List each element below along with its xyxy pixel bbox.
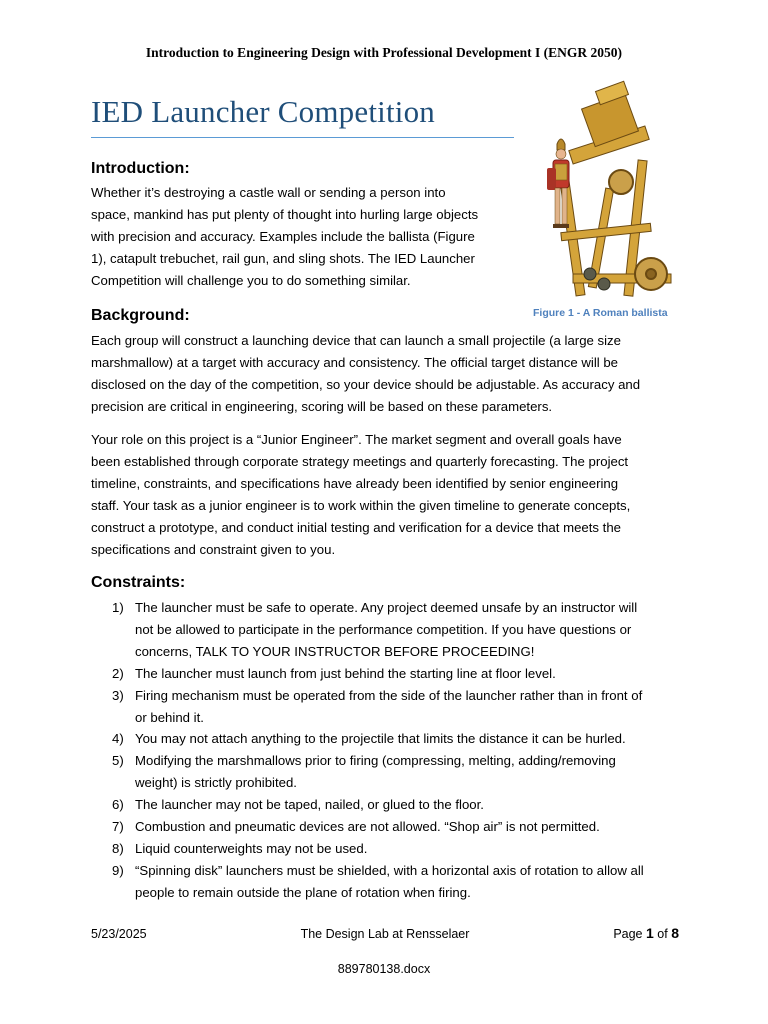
list-item-number: 2) [112,665,124,681]
list-item-number: 6) [112,797,124,813]
list-item-text: people to remain outside the plane of rotation when firing. [135,884,471,900]
list-item-text: You may not attach anything to the projectile that limits the distance it can be hurled. [135,731,626,747]
list-item-text: Combustion and pneumatic devices are not allowed. “Shop air” is not permitted. [135,819,600,835]
list-item-number: 9) [112,862,124,878]
list-item-text: or behind it. [135,709,204,725]
background-line: marshmallow) at a target with accuracy and consistency. The official target distance will be [91,354,619,370]
intro-line: 1), catapult trebuchet, rail gun, and sling shots. The IED Launcher [91,250,475,266]
list-item-text: The launcher must be safe to operate. Any project deemed unsafe by an instructor will [135,600,638,615]
footer-date: 5/23/2025 [91,927,147,941]
background-line: staff. Your task as a junior engineer is to work within the given timeline to generate concepts, [91,497,631,513]
list-item-text: Liquid counterweights may not be used. [135,840,368,856]
roman-ballista-figure [527,78,677,304]
page-number [613,925,679,941]
background-line: precision are critical in engineering, scoring will be based on these parameters. [91,398,553,414]
background-paragraph-2 [91,429,691,560]
background-line: specifications and constraint given to you. [91,541,336,557]
constraints-list [91,597,681,904]
list-item-number: 8) [112,840,124,856]
list-item [91,794,681,816]
introduction-paragraph [91,182,511,292]
background-line: timeline, constraints, and specifications have already been identified by senior engineering [91,475,619,491]
list-item-text: not be allowed to participate in the performance competition. If you have questions or [135,621,632,637]
list-item [91,860,681,904]
intro-line: space, mankind has put plenty of thought into hurling large objects [91,206,479,222]
list-item-number: 7) [112,819,124,835]
page-total: 8 [671,925,679,941]
list-item-number: 5) [112,753,124,769]
background-line: construct a prototype, and conduct initial testing and verification for a device that meets the [91,519,621,535]
running-header: Introduction to Engineering Design with Professional Development I (ENGR 2050) [145,45,623,60]
list-item [91,597,681,663]
intro-line: Whether it’s destroying a castle wall or sending a person into [91,185,446,200]
background-line: been established through corporate strategy meetings and quarterly forecasting. The project [91,453,629,469]
list-item [91,728,681,750]
list-item-number: 4) [112,731,124,747]
footer-center-text: The Design Lab at Rensselaer [300,927,470,941]
background-paragraph-1 [91,330,691,418]
list-item [91,750,681,794]
page-of: of [657,927,668,941]
list-item-text: “Spinning disk” launchers must be shielded, with a horizontal axis of rotation to allow all [135,862,644,878]
background-heading: Background: [91,307,190,324]
document-title: IED Launcher Competition [91,94,435,129]
list-item-text: The launcher must launch from just behind the starting line at floor level. [135,665,556,681]
constraints-heading: Constraints: [91,574,186,591]
list-item-text: concerns, TALK TO YOUR INSTRUCTOR BEFORE PROCEEDING! [135,643,535,659]
background-line: Your role on this project is a “Junior Engineer”. The market segment and overall goals have [91,432,622,447]
roman-ballista-illustration [527,78,677,304]
page-current: 1 [646,925,654,941]
list-item-text: weight) is strictly prohibited. [135,775,297,791]
title-underline [91,137,514,138]
list-item-text: The launcher may not be taped, nailed, or glued to the floor. [135,797,484,813]
list-item-text: Modifying the marshmallows prior to firing (compressing, melting, adding/removing [135,753,616,769]
list-item-number: 3) [112,687,124,703]
footer-filename: 889780138.docx [337,962,431,976]
intro-line: with precision and accuracy. Examples include the ballista (Figure [91,228,475,244]
page-word: Page [613,927,643,941]
introduction-heading: Introduction: [91,160,190,177]
intro-line: Competition will challenge you to do something similar. [91,272,411,288]
roman-soldier-figure [547,139,569,228]
background-line: Each group will construct a launching device that can launch a small projectile (a large size [91,333,621,348]
figure-caption: Figure 1 - A Roman ballista [533,307,668,319]
list-item [91,685,681,729]
page-footer [91,925,679,945]
list-item-number: 1) [112,600,124,615]
list-item-text: Firing mechanism must be operated from the side of the launcher rather than in front of [135,687,643,703]
list-item [91,816,681,838]
list-item [91,663,681,685]
list-item [91,838,681,860]
background-line: disclosed on the day of the competition, so your device should be adjustable. As accuracy and [91,376,641,392]
